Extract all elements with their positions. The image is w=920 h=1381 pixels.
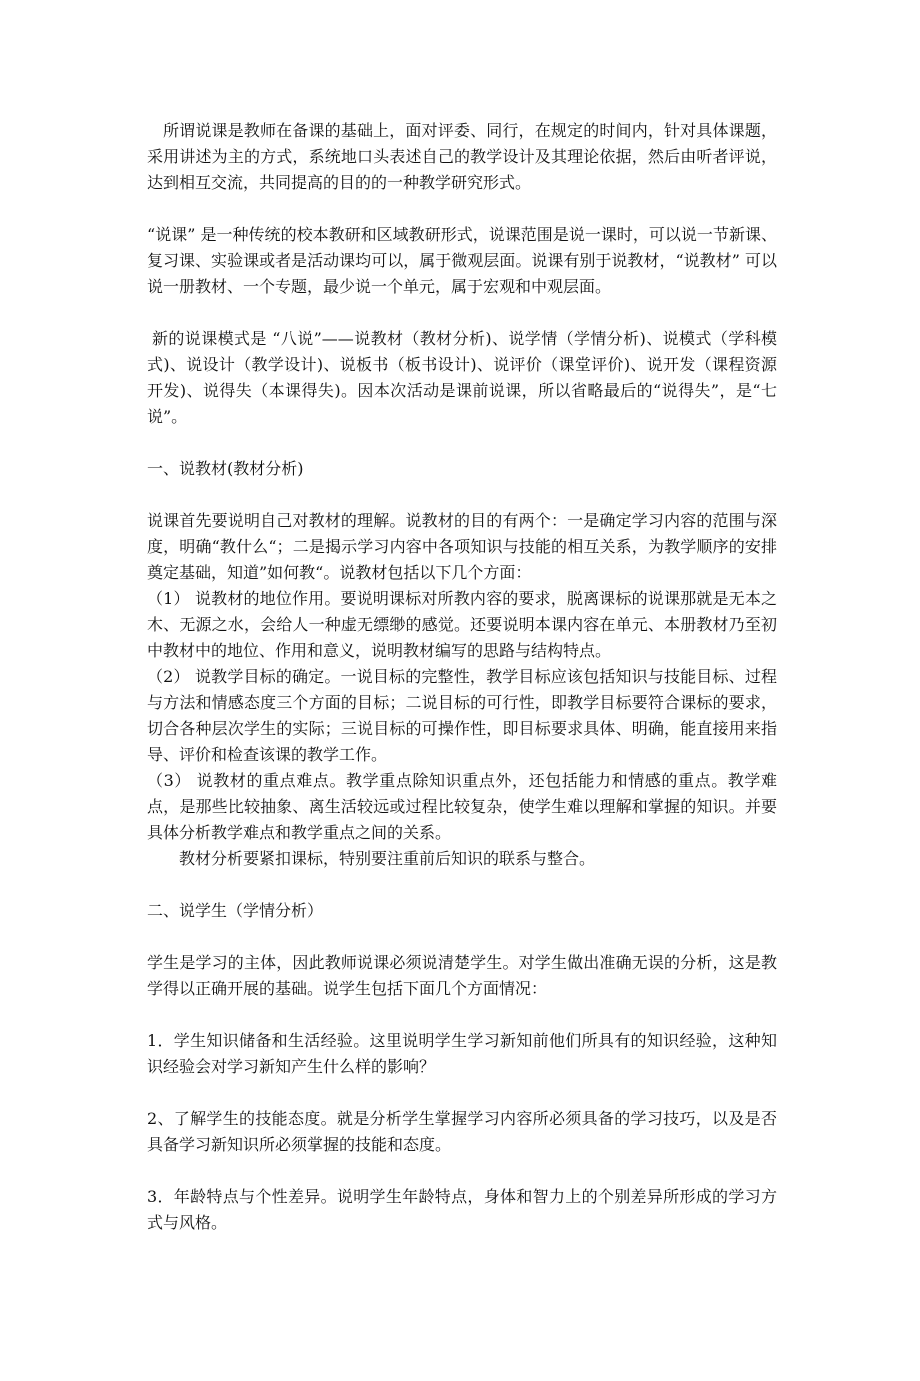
spacer <box>147 196 777 222</box>
item-number: （2） <box>147 667 190 686</box>
intro-paragraph: 所谓说课是教师在备课的基础上，面对评委、同行，在规定的时间内，针对具体课题，采用讲述为主的方式，系统地口头表述自己的教学设计及其理论依据，然后由听者评说，达到相互交流，共同提高的目的的一种教学研究形式。 <box>147 121 777 192</box>
spacer <box>147 1002 777 1028</box>
section1-intro: 说课首先要说明自己对教材的理解。说教材的目的有两个：一是确定学习内容的范围与深度，明确“教什么“；二是揭示学习内容中各项知识与技能的相互关系，为教学顺序的安排奠定基础，知道”如何教“。说教材包括以下几个方面： <box>147 511 777 582</box>
definition-paragraph: “说课” 是一种传统的校本教研和区域教研形式，说课范围是说一课时，可以说一节新课、复习课、实验课或者是活动课均可以，属于微观层面。说课有别于说教材，“说教材” 可以说一册教材、一个专题，最少说一个单元，属于宏观和中观层面。 <box>147 225 777 296</box>
spacer <box>147 1158 777 1184</box>
section2-heading: 二、说学生（学情分析） <box>147 901 324 920</box>
section1-item-2 <box>147 664 777 768</box>
spacer <box>147 430 777 456</box>
section2-point-1: 1．学生知识储备和生活经验。这里说明学生学习新知前他们所具有的知识经验，这种知识经验会对学习新知产生什么样的影响？ <box>147 1031 777 1076</box>
document-body <box>147 118 777 1236</box>
spacer <box>147 300 777 326</box>
section1-heading: 一、说教材(教材分析) <box>147 459 304 478</box>
section2-intro: 学生是学习的主体，因此教师说课必须说清楚学生。对学生做出准确无误的分析，这是教学得以正确开展的基础。说学生包括下面几个方面情况： <box>147 953 777 998</box>
item-number: （3） <box>147 771 191 790</box>
spacer <box>147 924 777 950</box>
spacer <box>147 872 777 898</box>
item-number: （1） <box>147 589 190 608</box>
section1-item-3 <box>147 768 777 846</box>
section1-closing: 教材分析要紧扣课标，特别要注重前后知识的联系与整合。 <box>179 849 596 868</box>
item-text: 说教材的重点难点。教学重点除知识重点外，还包括能力和情感的重点。教学难点，是那些比较抽象、离生活较远或过程比较复杂，使学生难以理解和掌握的知识。并要具体分析教学难点和教学重点之间的关系。 <box>147 771 777 842</box>
item-text: 说教材的地位作用。要说明课标对所教内容的要求，脱离课标的说课那就是无本之木、无源之水，会给人一种虚无缥缈的感觉。还要说明本课内容在单元、本册教材乃至初中教材中的地位、作用和意义，说明教材编写的思路与结构特点。 <box>147 589 777 660</box>
spacer <box>147 482 777 508</box>
section2-point-3: 3．年龄特点与个性差异。说明学生年龄特点，身体和智力上的个别差异所形成的学习方式与风格。 <box>147 1187 777 1232</box>
spacer <box>147 1080 777 1106</box>
section1-item-1 <box>147 586 777 664</box>
mode-paragraph: 新的说课模式是 “八说”——说教材（教材分析)、说学情（学情分析)、说模式（学科模式)、说设计（教学设计)、说板书（板书设计)、说评价（课堂评价)、说开发（课程资源开发)、说得失（本课得失)。因本次活动是课前说课，所以省略最后的“说得失”，是“七说”。 <box>147 329 777 426</box>
section2-point-2: 2、了解学生的技能态度。就是分析学生掌握学习内容所必须具备的学习技巧，以及是否具备学习新知识所必须掌握的技能和态度。 <box>147 1109 777 1154</box>
item-text: 说教学目标的确定。一说目标的完整性，教学目标应该包括知识与技能目标、过程与方法和情感态度三个方面的目标；二说目标的可行性，即教学目标要符合课标的要求，切合各种层次学生的实际；三说目标的可操作性，即目标要求具体、明确，能直接用来指导、评价和检查该课的教学工作。 <box>147 667 777 764</box>
